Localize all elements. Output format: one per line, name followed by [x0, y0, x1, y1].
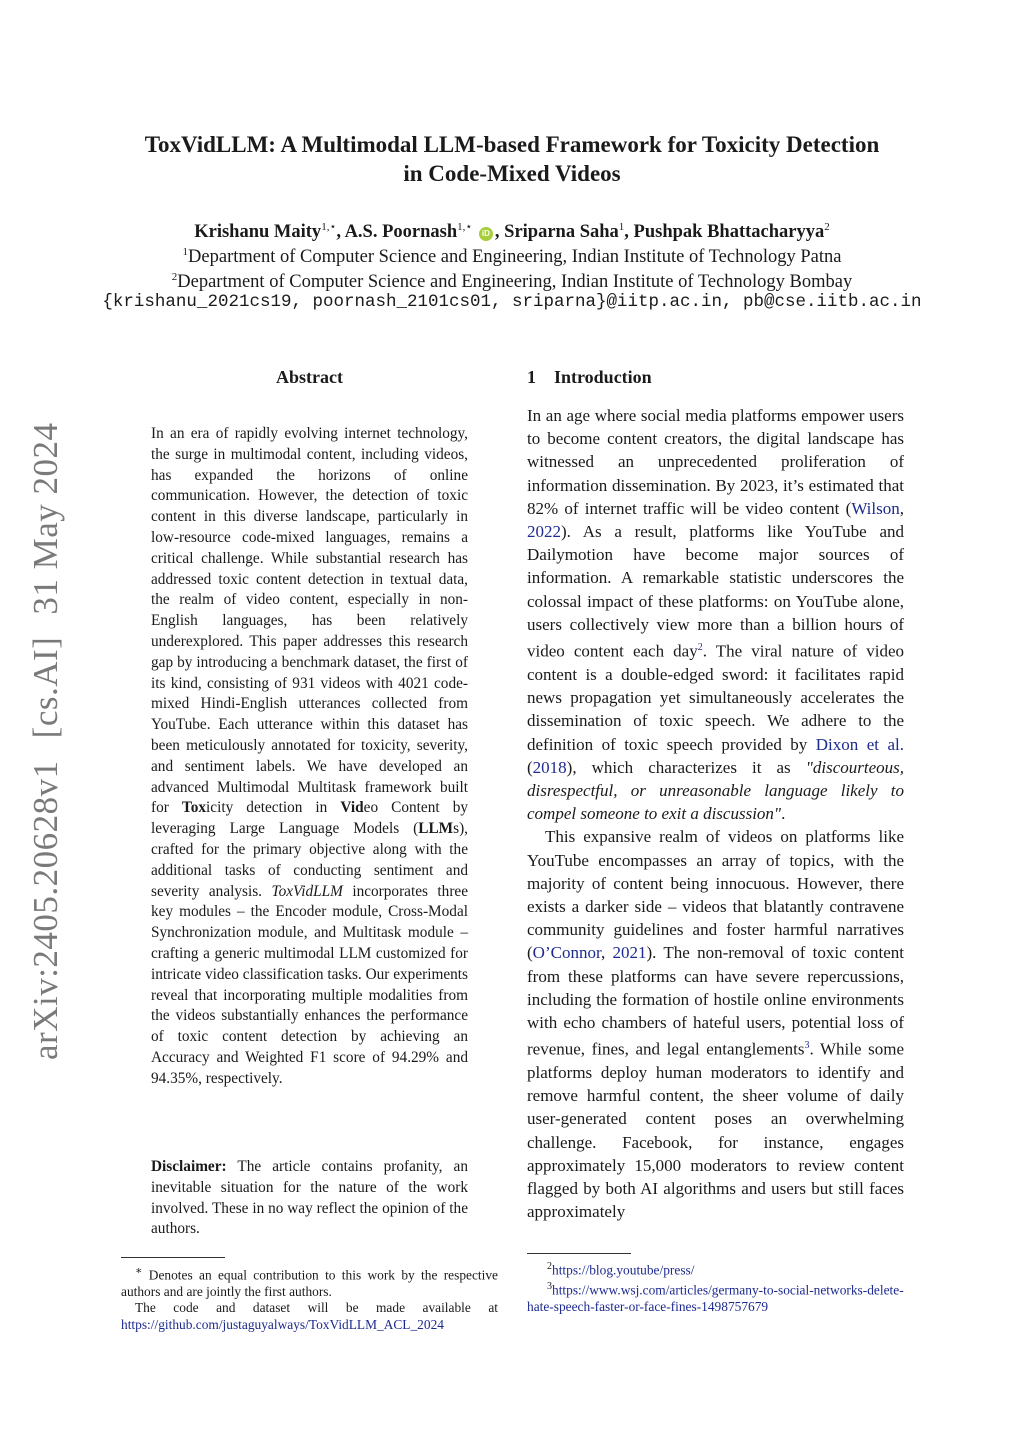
disclaimer-label: Disclaimer:: [151, 1158, 227, 1175]
citation-year[interactable]: 2018: [532, 757, 567, 777]
intro-text: ). As a result, platforms like YouTube and Dailymotion have become major sources of information. A remarkable statistic underscores the colossal impact of these platforms: on YouTube alone, users collectively view more than a billion hours of video content each day: [527, 522, 904, 661]
section-title: Introduction: [554, 367, 652, 387]
arxiv-id: arXiv:2405.20628v1: [26, 760, 65, 1060]
disclaimer: [151, 1157, 468, 1240]
author-emails: {krishanu_2021cs19, poornash_2101cs01, sriparna}@iitp.ac.in, pb@cse.iitb.ac.in: [102, 292, 922, 312]
intro-text: .: [781, 804, 786, 824]
intro-text: ), which characterizes it as: [566, 757, 806, 777]
footnotes-right: [527, 1259, 904, 1315]
footnote-mark: 2: [547, 1261, 552, 1272]
intro-text: This expansive realm of videos on platforms like YouTube encompasses an array of topics, with the majority of content being innocuous. However, there exists a darker side – videos that blatantly contravene community guidelines and foster harmful narratives (: [527, 827, 904, 963]
intro-text: ). The non-removal of toxic content from these platforms can have severe repercussions, including the formation of hostile online environments with echo chambers of hateful users, potential loss of revenue, fines, and legal entanglements: [527, 943, 904, 1059]
footnote-url-youtube[interactable]: https://blog.youtube/press/: [552, 1262, 695, 1278]
citation-year[interactable]: 2022: [527, 522, 561, 542]
footnote-2: [527, 1259, 904, 1279]
introduction-body: [527, 404, 904, 1223]
abstract-text: incorporates three key modules – the Encoder module, Cross-Modal Synchronization module, and Multitask module – crafting a generic multimodal LLM customized for intricate video classification tasks. Our experiments reveal that incorporating multiple modalities from the videos substantially enhances the performance of toxic content detection by achieving an Accuracy and Weighted F1 score of 94.29% and 94.35%, respectively.: [151, 882, 468, 1087]
author-mark: 2: [824, 221, 830, 233]
author-name: Sriparna Saha: [504, 222, 619, 243]
citation-year[interactable]: 2021: [612, 943, 647, 963]
orcid-icon[interactable]: iD: [479, 227, 493, 241]
section-heading-introduction: [527, 367, 670, 388]
section-number: 1: [527, 367, 536, 387]
arxiv-category: [cs.AI]: [26, 636, 65, 739]
footnote-mark: 3: [547, 1280, 552, 1292]
footnote-rule-right: [527, 1253, 631, 1254]
abstract-heading: Abstract: [276, 367, 343, 387]
title-line-1: ToxVidLLM: A Multimodal LLM-based Framework for Toxicity Detection: [144, 132, 880, 157]
footnote-ref-3[interactable]: 3: [804, 1040, 810, 1052]
footnote-mark: ∗: [135, 1265, 143, 1277]
footnote-text: Denotes an equal contribution to this work by the respective authors and are jointly the first authors.: [121, 1267, 498, 1299]
intro-paragraph-1: [527, 404, 904, 825]
footnote-url-wsj[interactable]: https://www.wsj.com/articles/germany-to-social-networks-delete-hate-speech-faster-or-face-fines-1498757679: [527, 1282, 904, 1314]
arxiv-side-stamp: [26, 401, 66, 1060]
author-mark: 1: [618, 221, 625, 233]
citation-oconnor[interactable]: O’Connor: [532, 943, 601, 963]
author-mark: 1,⋆: [321, 221, 337, 233]
disclaimer-text: The article contains profanity, an inevitable situation for the nature of the work involved. These in no way reflect the opinion of the authors.: [151, 1158, 468, 1238]
abstract-bold: Vid: [340, 799, 364, 817]
abstract-italic-name: ToxVidLLM: [271, 882, 343, 900]
affiliation-text: Department of Computer Science and Engineering, Indian Institute of Technology Patna: [188, 247, 842, 268]
footnote-rule-left: [121, 1257, 225, 1258]
paper-title: [60, 130, 964, 188]
arxiv-date: 31 May 2024: [26, 422, 65, 615]
affiliation-mark: 2: [171, 271, 178, 283]
author-name: A.S. Poornash: [344, 222, 458, 243]
abstract-text: icity detection in: [206, 799, 341, 817]
affiliation-mark: 1: [182, 246, 189, 258]
footnote-text: The code and dataset will be made available at: [135, 1300, 498, 1316]
footnote-code: [121, 1300, 498, 1333]
author-list: Krishanu Maity$^{1,⋆}$, A.S. Poornash$^{1,⋆}$ iD , Sriparna Saha$^1$, Pushpak Bhattacharyya$^2$: [194, 221, 830, 243]
intro-text: ,: [600, 943, 613, 963]
author-mark: 1,⋆: [457, 221, 473, 233]
intro-text: (: [527, 757, 533, 777]
intro-paragraph-2: [527, 825, 904, 1223]
author-name: Pushpak Bhattacharyya: [633, 222, 825, 243]
footnote-3: [527, 1279, 904, 1315]
abstract-bold: LLM: [418, 820, 454, 838]
intro-text: . While some platforms deploy human moderators to identify and remove harmful content, the sheer volume of daily user-generated content poses an overwhelming challenge. Facebook, for instance, engages approximately 15,000 moderators to review content flagged by both AI algorithms and users but still faces approximately: [527, 1039, 904, 1222]
footnote-equal-contribution: [121, 1263, 498, 1300]
github-link[interactable]: https://github.com/justaguyalways/ToxVidLLM_ACL_2024: [121, 1316, 444, 1332]
abstract-text: s), crafted for the primary objective along with the additional tasks of conducting sentiment and severity analysis.: [151, 820, 468, 900]
citation-wilson[interactable]: Wilson: [851, 498, 900, 518]
citation-dixon[interactable]: Dixon et al.: [815, 734, 904, 754]
affiliation-text: Department of Computer Science and Engineering, Indian Institute of Technology Bombay: [177, 272, 853, 293]
intro-text: . The viral nature of video content is a double-edged sword: it facilitates rapid news propagation yet simultaneously accelerates the dissemination of toxic speech. We adhere to the definition of toxic speech provided by: [527, 641, 904, 754]
intro-text: ,: [899, 498, 904, 518]
abstract-bold: Tox: [181, 799, 207, 817]
title-line-2: in Code-Mixed Videos: [403, 161, 621, 186]
abstract-text: eo Content by leveraging Large Language Models (: [151, 799, 468, 838]
toxic-speech-quote: "discourteous, disrespectful, or unreasonable language likely to compel someone to exit a discussion": [527, 757, 904, 824]
footnote-ref-2[interactable]: 2: [697, 642, 703, 654]
abstract-body: [151, 424, 468, 1090]
footnotes-left: [121, 1263, 498, 1333]
abstract-text: In an era of rapidly evolving internet technology, the surge in multimodal content, including videos, has expanded the horizons of online communication. However, the detection of toxic content in this diverse landscape, particularly in low-resource code-mixed languages, remains a critical challenge. While substantial research has addressed toxic content detection in textual data, the realm of video content, especially in non-English languages, has been relatively underexplored. This paper addresses this research gap by introducing a benchmark dataset, the first of its kind, consisting of 931 videos with 4021 code-mixed Hindi-English utterances collected from YouTube. Each utterance within this dataset has been meticulously annotated for toxicity, severity, and sentiment labels. We have developed an advanced Multimodal Multitask framework built for: [151, 425, 468, 817]
author-name: Krishanu Maity: [194, 222, 322, 243]
intro-text: In an age where social media platforms empower users to become content creators, the digital landscape has witnessed an unprecedented proliferation of information dissemination. By 2023, it’s estimated that 82% of internet traffic will be video content (: [527, 406, 904, 518]
